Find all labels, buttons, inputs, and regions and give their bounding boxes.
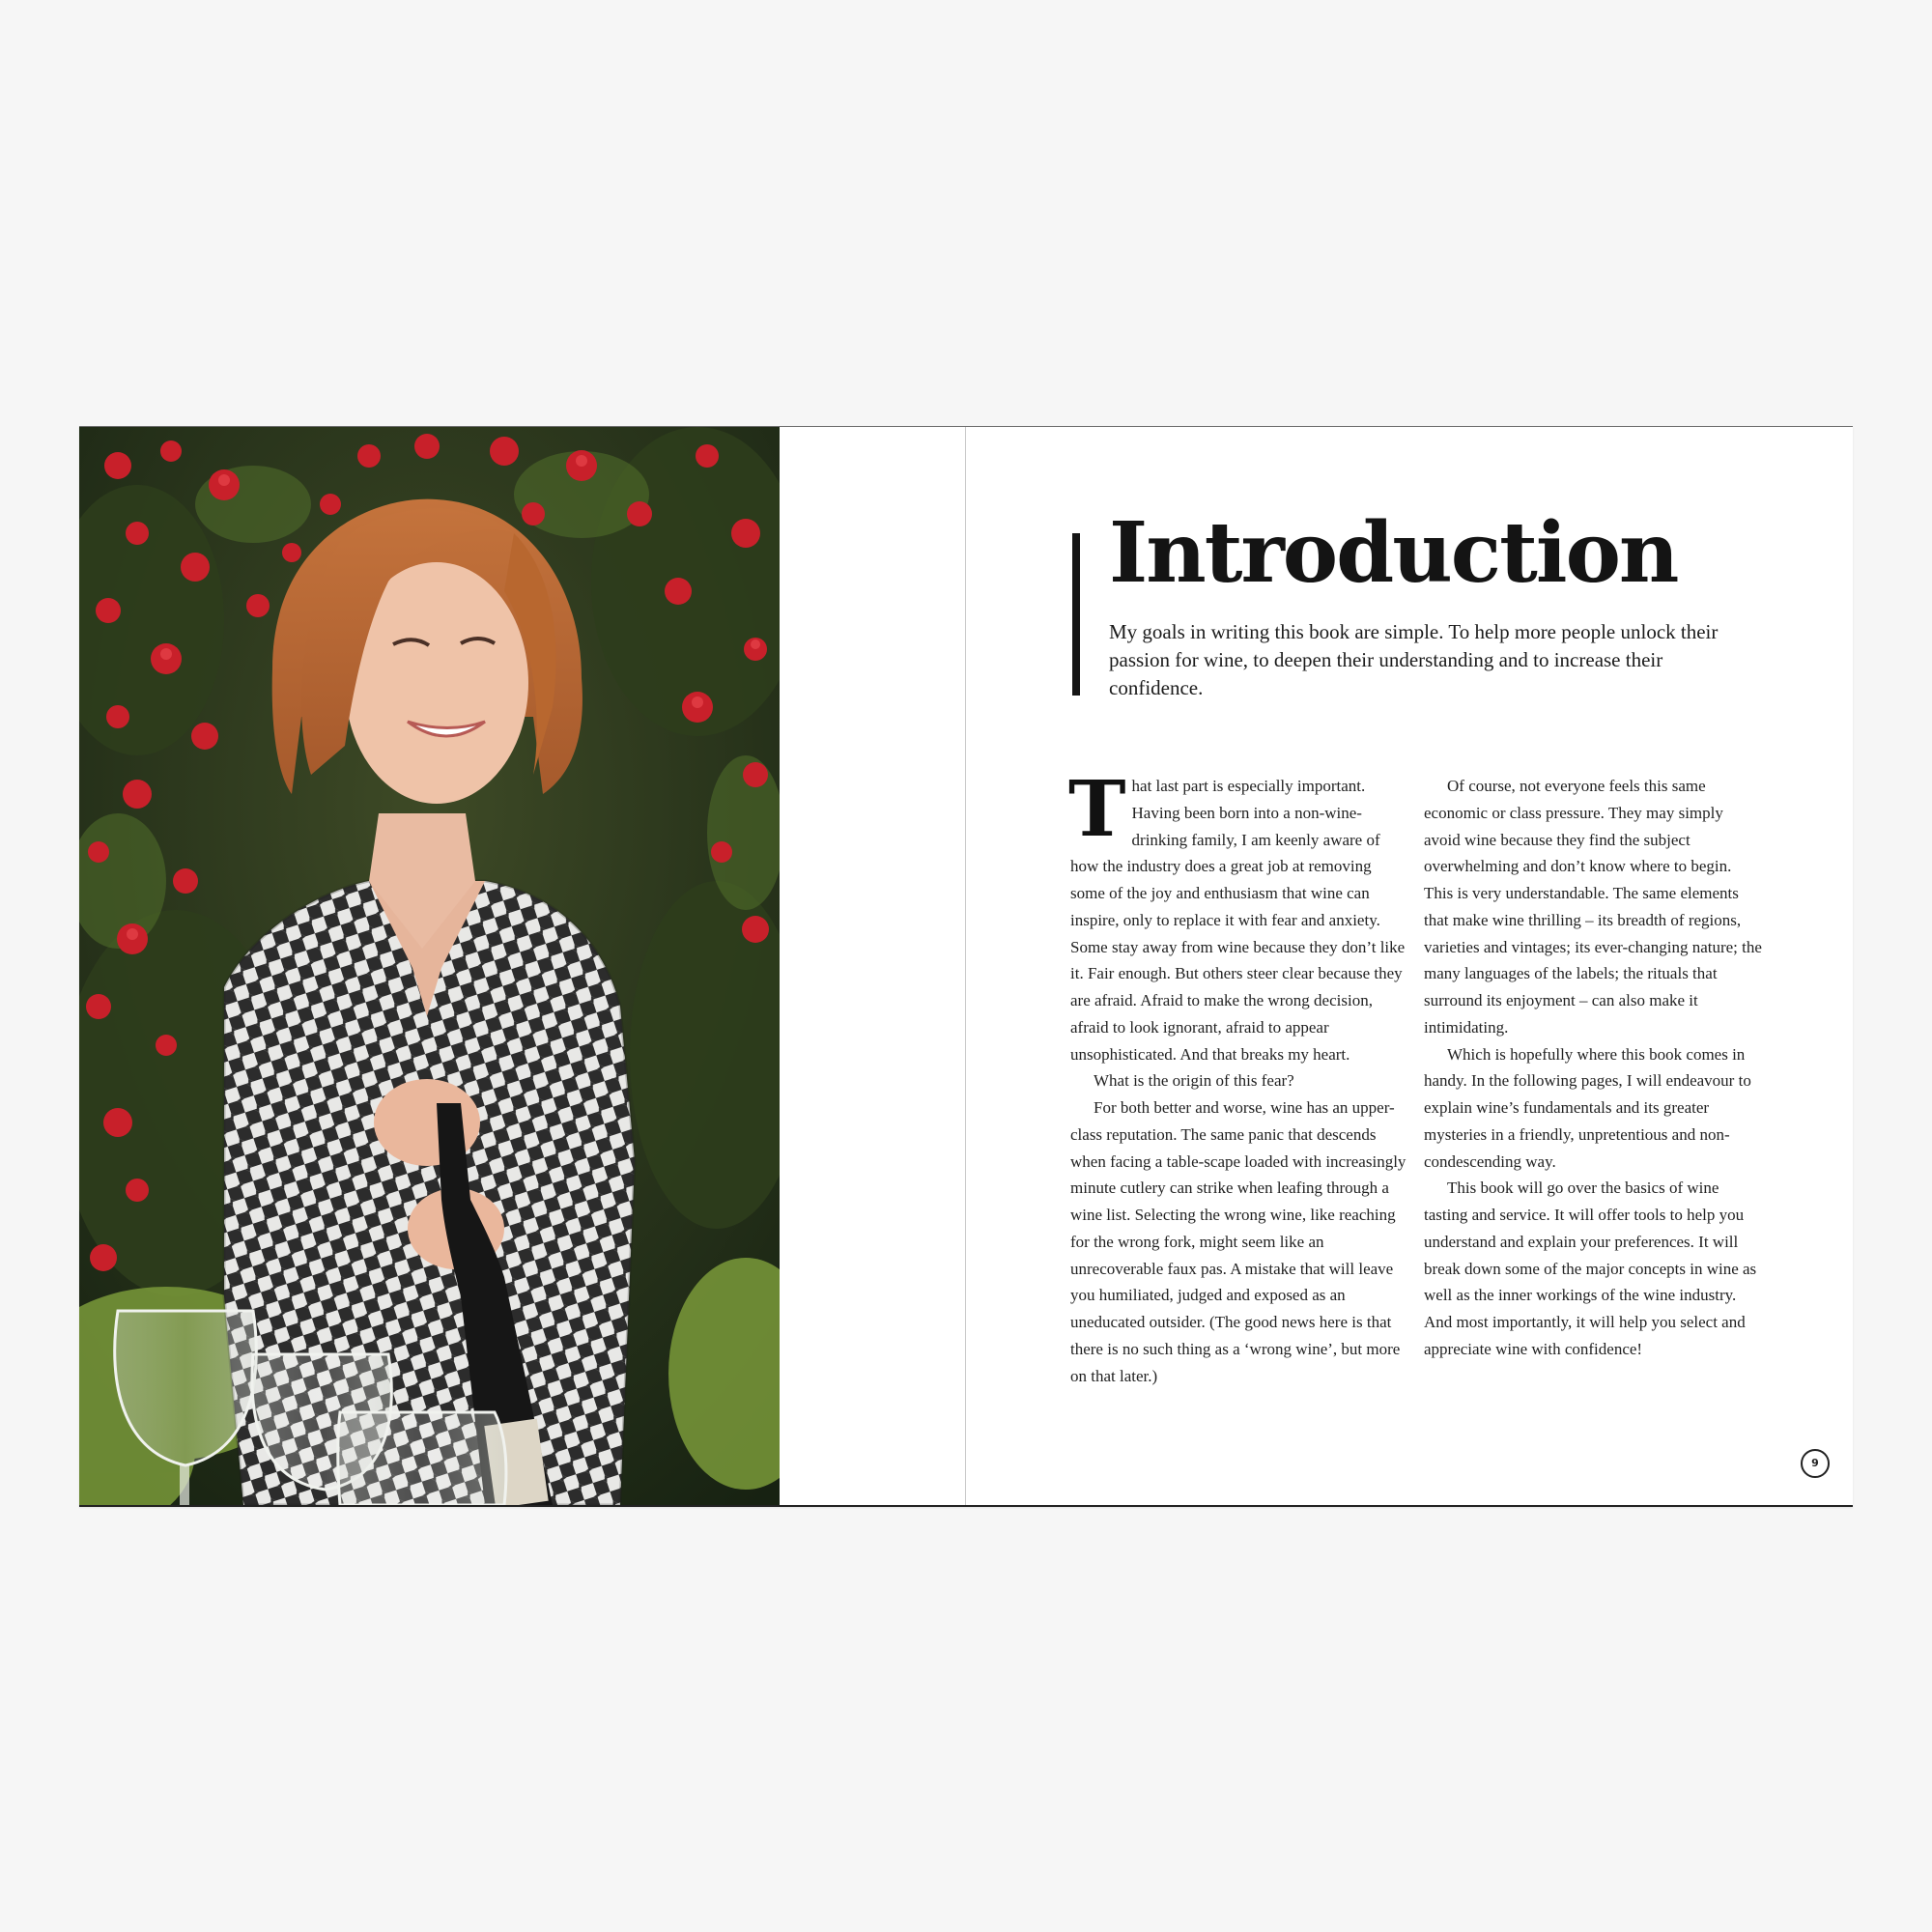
drop-cap: T xyxy=(1068,763,1126,854)
body-paragraph: That last part is especially important. Having been born into a non-wine-drinking family, I am keenly aware of how the industry does a great job at removing some of the joy and enthusiasm that wine can inspire, only to replace it with fear and anxiety. Some stay away from wine because they don’t like it. Fair enough. But others steer clear because they are afraid. Afraid to make the wrong decision, afraid to look ignorant, afraid to appear unsophisticated. And that breaks my heart. xyxy=(1068,763,1406,1064)
book-spread xyxy=(79,426,1853,1507)
body-paragraph: For both better and worse, wine has an upper-class reputation. The same panic that descends when facing a table-scape loaded with increasingly minute cutlery can strike when leafing through a wine list. Selecting the wrong wine, like reaching for the wrong fork, might seem like an unrecoverable faux pas. A mistake that will leave you humiliated, judged and exposed as an uneducated outsider. (The good news here is that there is no such thing as a ‘wrong wine’, but more on that later.) xyxy=(1070,1098,1406,1385)
lead-paragraph: My goals in writing this book are simple. To help more people unlock their passion for wine, to deepen their understanding and to increase their confidence. xyxy=(1109,620,1719,699)
heading-accent-bar xyxy=(1072,533,1080,696)
author-photo xyxy=(79,427,780,1505)
body-column-left xyxy=(1068,763,1408,1389)
chapter-title: Introduction xyxy=(1109,504,1678,602)
body-paragraph: This book will go over the basics of wine tasting and service. It will offer tools to help you understand and explain your preferences. It will break down some of the major concepts in wine as well as the inner workings of the wine industry. And most importantly, it will help you select and appreciate wine with confidence! xyxy=(1424,1179,1757,1358)
body-paragraph: What is the origin of this fear? xyxy=(1094,1071,1294,1091)
page-gutter xyxy=(965,427,966,1505)
page-number: 9 xyxy=(1801,1449,1830,1478)
body-paragraph: Of course, not everyone feels this same economic or class pressure. They may simply avoid wine because they find the subject overwhelming and don’t know where to begin. This is very understandable. The same elements that make wine thrilling – its breadth of regions, varieties and vintages; its ever-changing nature; the many languages of the labels; the rituals that surround its enjoyment – can also make it intimidating. xyxy=(1424,777,1762,1037)
body-column-right xyxy=(1424,773,1762,1363)
body-paragraph: Which is hopefully where this book comes in handy. In the following pages, I will endeavour to explain wine’s fundamentals and its greater mysteries in a friendly, unpretentious and non-condescending way. xyxy=(1424,1044,1751,1171)
